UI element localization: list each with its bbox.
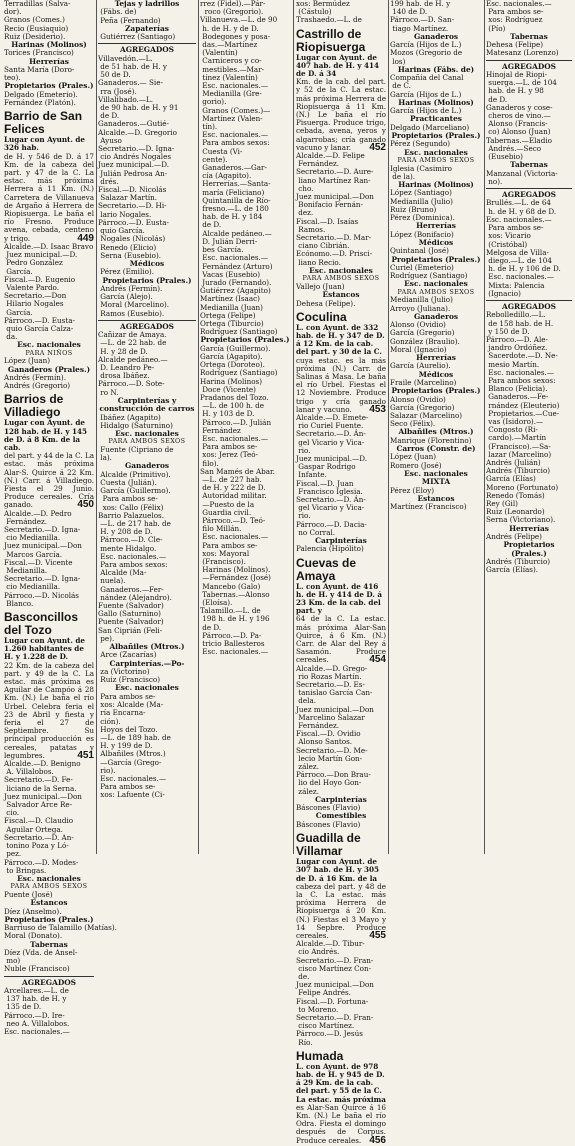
listing-text: García (Hijos de L.) Mozos (Gregorio de los) <box>390 40 463 66</box>
listing-text: García (Hijos de L.) <box>390 106 462 116</box>
listing-text: López (Juan) Romero (José) <box>390 452 442 470</box>
listing-text: Quintanal (José) <box>390 246 449 256</box>
category-heading: Propietarios (Prales.) <box>200 335 290 345</box>
category-heading: AGREGADOS <box>119 45 175 55</box>
listing-text: Hinojal de Riopi- suerga.—L. de 104 hab. de H. y 98 de D. Ganaderos y cose- cheros de vino.— Alonso (Francis- co) Alonso (Juan) Tabernas.—Eladio Andrés.—Seco (Eusebio) <box>486 70 557 162</box>
listing-text: Alcalde.—D. Pedro Fernández. Secretario.—D. Igna- cio Medianilla. Juez municipal.—Don Marcos García. Fiscal.—D. Vicente Medianilla. Secretario.—D. Igna- cio Medianilla. Párroco.—D. Nicolás Blanco. <box>4 508 82 608</box>
listing-text: Cañizar de Amaya. —L. de 22 hab. de H. y 28 de D. Alcalde pedáneo.— D. Leandro Pe- drosa Ibáñez. Párroco.—D. Sote- ro N. <box>98 330 168 397</box>
town-heading <box>4 611 94 662</box>
category-heading: Comestibles <box>315 811 367 821</box>
town-name: Barrios de Villadiego <box>4 392 64 420</box>
town-heading <box>296 1050 386 1104</box>
listing-text: López (Santiago) Medianilla (Julio) Ruiz (Bruno) Pérez (Dominica). <box>390 188 455 223</box>
category-heading: AGREGADOS <box>21 977 77 987</box>
listing-text: Fraile (Marcelino) <box>390 377 457 387</box>
town-description <box>296 78 386 152</box>
listing-text: Manrique (Florentino) <box>390 435 472 445</box>
category-heading: PARA AMBOS SEXOS <box>10 882 88 891</box>
listing-text: Para ambos se- xos: Callo (Félix) Barrio Palazuelos. —L. de 217 hab. de H. y 208 de D. Párroco.—D. Cle- mente Hidalgo. Esc. nacionales.— Para ambos sexos: Alcalde (Ma- nuela). Ganaderos.—Fer- nández (Alejandro). <box>98 494 172 602</box>
listing-text: Dehesa (Felipe) Matesanz (Lorenzo) <box>486 40 559 58</box>
category-heading: Médicos <box>418 369 454 379</box>
listing-text: López (Juan) <box>4 356 51 366</box>
town-description <box>296 357 386 414</box>
town-description <box>296 883 386 940</box>
category-heading: Albañiles (Mtros.) <box>109 642 185 652</box>
listing-text: Alcalde (Primitivo). Cuesta (Julián). García (Guillermo). <box>100 469 171 496</box>
listing-text: Alcalde.—D. Benigno A. Villalobos. Secretario.—D. Fe- liciano de la Serna. Juez municipal.—Don Salvador Arce Re- cio. Fiscal.—D. Claudio Aguilar Ortega. Secretario.—D. An- tonino Poza y Ló- pez. Párroco.—D. Modes- to Bringas. <box>4 759 82 875</box>
category-heading: Carros (Constr. de) <box>396 444 476 453</box>
section-rule <box>4 976 94 977</box>
listing-text: López (Bonifacio) <box>390 229 454 239</box>
category-heading: Harinas (Molinos) <box>398 180 474 190</box>
section-rule <box>98 320 196 321</box>
listing-text: Gutiérrez (Santiago) <box>98 32 176 42</box>
listing-text: Andrés (Tiburcio) García (Elías). <box>486 557 551 575</box>
listing-text: Delgado (Marceliano) <box>390 122 470 132</box>
entry-number: 450 <box>77 499 94 511</box>
listing-text: Alcalde.—D. Tibur- cio Andrés. Secretario.—D. Fran- cisco Martínez Con- de. Juez municipal.—Don Felipe Andrés. Fiscal.—D. Fortuna- to Moreno. Secretario.—D. Fran- cisco Martínez. Párroco.—D. Jesús Río. <box>296 939 374 1047</box>
town-summary: Lugar con Ayunt. de 407 hab. de H. y 414 de D. á 34 <box>296 52 379 79</box>
category-heading: Propietarios (Prales.) <box>102 275 192 285</box>
category-heading: Tabernas <box>510 160 548 170</box>
town-description <box>296 1104 386 1145</box>
listing-text: Villavedón.—L. de 51 hab. de H. y 50 de D. Ganaderos.— Sie- rra (José). Villalibado.—L. de 90 hab. de H. y 91 de D. Ganaderos.—Gutié- <box>98 53 179 129</box>
listing-text: Esc. nacionales.— Para ambos se- xos: Lafuente (Ci- <box>100 773 167 800</box>
listing-text: Medianilla (Julio) Arroyo (Juliana). <box>390 295 453 313</box>
category-heading: Propietarios (Prales.) <box>391 386 481 396</box>
column-1 <box>4 0 117 1036</box>
category-heading: Propietarios (Prales.) <box>4 81 94 91</box>
category-heading: Tabernas <box>30 939 68 949</box>
listing-text: Báscones (Flavio) <box>296 819 361 829</box>
listing-text: rrez (Fidel).—Pár- roco (Gregorio). Villanueva.—L. de 90 h. de H. y de D. Bodegones y posa- das.—Martínez (Valentín) Carniceros y co- mestibles.—Mar- tínez (Valentín) Esc. nacionales.— Medianilla (Gre- gorio). Granos (Comes.)— Martínez (Valen- tín). <box>200 0 278 132</box>
town-summary: Lugar con Ayunt. de 128 hab. de H. y 145 de D. á 8 Km. de la cab. <box>4 418 87 452</box>
column-2 <box>98 0 196 854</box>
town-summary: Lugar con Ayunt. de 1.260 habitantes de H. y 1.228 de D. <box>4 636 85 662</box>
listing-text: Andrés (Fermín). García (Alejo). Moral (Marcelino). Ramos (Eusebio). <box>100 283 170 318</box>
listing-text: Curiel (Emeterio) Rodríguez (Santiago) <box>390 262 468 281</box>
column-4 <box>296 0 386 1146</box>
category-heading: PARA AMBOS SEXOS <box>302 274 380 283</box>
listing-text: Pérez (Emilio). <box>98 267 154 277</box>
category-heading: Médicos <box>418 237 454 247</box>
category-heading: Harinas (Fábs. de) <box>397 64 475 74</box>
town-heading <box>296 311 386 357</box>
listing-text: Andrés (Fermín). Andrés (Gregorio) <box>4 372 71 391</box>
town-description <box>4 662 94 760</box>
description-text: Km. de la cab. del part. y 52 de la C. La estac. más próxima Herrera de Riopisuerga á 11 Km. (N.) Le baña el río Pisuerga. Produce trigo, cebada, avena, yeros y algarrobas; cría ganado vacuno y lanar. <box>296 77 386 152</box>
entry-number: 449 <box>77 232 94 244</box>
listing-text: Martínez (Francisco) <box>390 502 467 512</box>
description-text: 22 Km. de la cabeza del part. y 49 de la C. La estac. más próxima es Aguilar de Campóo á 28 Km. (N.) Le baña el río Urbel. Celebra feria el 23 de Abril y fiesta y feria el 27 de Septiembre. Su principal producción es cereales, patatas y legumbres. <box>4 660 94 760</box>
listing-text: Puente (José) <box>4 889 53 899</box>
column-divider <box>293 0 294 854</box>
town-name: Coculina <box>296 309 347 324</box>
listing-text: Ibáñez (Agapito) Hidalgo (Saturnino) <box>100 412 173 430</box>
listing-text: Para ambos se- xos: Alcalde (Ma- ría Encarna- ción). Hoyos del Tozo. —L. de 189 hab. de H. y 199 de D. Albañiles (Mtros.) —García (Grego- rio). <box>100 691 171 775</box>
listing-text: Esc. nacionales.— Para ambos sexos: Cuesta (Vi- cente). Ganaderos.—Gar- cía (Agapito). Herrerías.—Santa- maría (Feliciano) Quintanilla de Río- fresno.—L. de 180 hab. de H. y 184 de D. Alcalde pedáneo.— D. Julián Derri- bes García. Esc. nacionales.— Fernández (Arturo) Vacas (Eusebio) Jurado (Fernando). <box>202 130 273 287</box>
category-heading: Esc. nacionales <box>17 873 81 883</box>
category-heading: Zapaterías <box>125 23 169 33</box>
listing-text: García (Aurelio). <box>390 361 451 371</box>
listing-text: Alcalde.—D. Grego- rio Rozas Martín. Secretario.—D. Es- tanislao García Can- dela. Juez municipal.—Don Marcelino Salazar Fernández. Fiscal.—D. Ovidio Alonso Santos. Secretario.—D. Me- lecio Martín Gon- zález. Párroco.—Don Brau- lio del Hoyo Gon- zález. <box>296 663 374 796</box>
listing-text: Andrés (Felipe) <box>486 532 542 542</box>
listing-text: Iglesia (Casimiro de la). <box>390 163 453 181</box>
category-heading: Albañiles (Mtros.) <box>398 427 474 437</box>
category-heading: Harinas (Molinos) <box>398 97 474 107</box>
category-heading: MIXTA <box>421 477 451 487</box>
town-heading <box>296 557 386 616</box>
listing-text: Torices (Francisco) <box>4 48 74 58</box>
column-divider <box>96 0 97 854</box>
category-heading: Carpinterías <box>315 794 367 804</box>
section-rule <box>98 43 196 44</box>
listing-text: Nogales (Nicolás) Renedo (Elicio) Serna (Eusebio). <box>100 234 166 260</box>
town-name: Castrillo de Riopisuerga <box>296 26 366 54</box>
listing-text: za (Victorino) Ruiz (Francisco) <box>100 667 161 685</box>
listing-text: Fuente (Cipriano de la). <box>100 444 174 463</box>
listing-text: Rebolledillo.—L. de 158 hab. de H. y 150 de D. Párroco.—D. Ale- jandro Ordóñez. Sacerdote.—D. Ne- mesio Martín. Esc. nacionales.— Para ambos sexos: Blanco (Felicia). Ganaderos.—Fe- rnández (Eleuterio) Propietarios.—Cue- vas (Isidoro).— Congosto (Ri- cardo).—Martín (Francisco).—Sa- lazar (Marcelino) <box>486 310 560 459</box>
listing-text: Barriuso de Talamillo (Matías). Moral (Donato). <box>4 923 117 941</box>
category-heading: Esc. nacionales <box>404 147 468 157</box>
town-heading <box>296 28 386 79</box>
listing-text: Esc. nacionales.— Para ambos se- xos: Rodríguez (Pío) <box>486 0 552 33</box>
category-heading: Ganaderos (Prales.) <box>7 364 91 374</box>
town-summary: L. con Ayunt. de 416 h. de H. y 414 de D. á 23 Km. de la cab. del part. y <box>296 581 383 616</box>
category-heading: Propietarios (Prales.) <box>4 914 94 924</box>
category-heading: Carpinterías y <box>117 395 177 405</box>
town-description <box>296 615 386 664</box>
description-text: cuya estac. es la más próxima (N.) Carr. de Salinas á Masa. Le baña el río Urbel. Fiestas el 12 Noviembre. Produce trigo y cría ganado lanar y vacuno. <box>296 355 386 414</box>
listing-text: San Mamés de Abar. —L. de 227 hab. de H. y 222 de D. Autoridad militar. —Puesto de la Guardia civil. Párroco.—D. Teó- filo Millán. Esc. nacionales.— Para ambos se- xos: Mayoral (Francisco). Harinas (Molinos). —Fernández (José) Mancebo (Galo) Tabernas.—Alonso (Eloísa). Talamillo.—L. de 198 h. de H. y 196 de D. Párroco.—D. Pa- tricio Ballesteros Esc. nacionales.— <box>200 466 275 657</box>
column-divider <box>484 0 485 854</box>
listing-text: Vallejo (Juan) <box>296 281 345 291</box>
listing-text: Pérez (Segundo) <box>390 139 451 149</box>
listing-text: Pérez (Eloy) <box>390 485 435 495</box>
section-rule <box>486 188 572 189</box>
category-heading: PARA AMBOS SEXOS <box>397 287 475 296</box>
category-heading: Herrerías <box>416 221 456 231</box>
category-heading: Esc. nacionales <box>309 265 373 275</box>
entry-number: 454 <box>369 654 386 666</box>
section-rule <box>486 60 572 61</box>
category-heading: PARA AMBOS SEXOS <box>397 156 475 165</box>
listing-text: Díez (Vda. de Ansel- mo) Nuble (Francisco) <box>4 947 78 974</box>
town-summary: Lugar con Ayunt. de 307 hab. de H. y 305 de D. á 16 Km. de la <box>296 857 379 883</box>
column-5 <box>390 0 482 854</box>
category-heading: AGREGADOS <box>501 190 557 200</box>
category-heading: construcción de carros <box>99 404 195 414</box>
listing-text: Delgado (Emeterio). Fernández (Platón). <box>4 89 78 108</box>
listing-text: Alcalde.—D. Emete- rio Curiel Fuente. Secretario.—D. Án- gel Vicario y Vica- rio. Juez municipal.—D. Gaspar Rodrigo Infante. Fiscal.—D. Juan Francisco Iglesia. Secretario.—D. Án- gel Vicario y Vica- rio. Párroco.—D. Dacia- no Corral. <box>296 412 369 537</box>
section-rule <box>486 300 572 301</box>
town-name: Basconcillos del Tozo <box>4 610 79 638</box>
listing-text: Manzanal (Victoria- no). <box>486 168 558 186</box>
listing-text: Alonso (Ovidio) García (Gregorio) González (Braulio). Moral (Ignacio) <box>390 320 460 354</box>
town-heading <box>4 393 94 452</box>
listing-text: Alcalde.—D. Isaac Bravo Juez municipal.—D. Pedro González García. Fiscal.—D. Eugenio Valente Pardo. Secretario.—Don Hilario Nogales García. Párroco.—D. Eusta- quio García Calza- da. <box>4 241 94 342</box>
town-summary: Lugar con Ayunt. de 326 hab. <box>4 135 85 153</box>
town-heading <box>4 110 94 152</box>
listing-text: Arce (Zacarías) <box>98 650 157 660</box>
entry-number: 455 <box>369 929 386 941</box>
category-heading: Ganaderos <box>413 311 459 321</box>
category-heading: Propietarios (Prales.) <box>391 254 481 264</box>
category-heading: AGREGADOS <box>119 321 175 331</box>
category-heading: AGREGADOS <box>501 61 557 71</box>
listing-text: García (Guillermo). García (Agapito). Ortega (Doroteo). Rodríguez (Santiago) <box>200 343 278 378</box>
listing-text: Gutiérrez (Agapito) Martínez (Isaac) Medianilla (Juan) Ortega (Felipe) Ortega (Tiburcio) Rodríguez (Santiago) <box>200 286 278 337</box>
listing-text: Terradillas (Salva- dor). Granos (Comes.) Recio (Eusiaquio) Ruiz (Desiderio). <box>4 0 71 41</box>
town-name: Cuevas de Amaya <box>296 555 357 583</box>
listing-text: Harina (Molinos) Doce (Vicente) Pradanos del Tozo. —L. de 100 h. de H. y 103 de D. Párroco.—D. Julián Fernández Esc. nacionales.— Para ambos se- xos: Jerez (Teó- filo). <box>200 376 272 468</box>
listing-text: Báscones (Flavio) <box>296 803 361 813</box>
category-heading: Herrerías <box>29 56 69 66</box>
town-name: Humada <box>296 1048 344 1063</box>
listing-text: Palencia (Hipólito) <box>296 544 364 554</box>
listing-text: (Fábs. de) Peña (Fernando) <box>100 7 161 25</box>
description-text: es Alar-San Quirce á 16 Km. (N.) Le baña el río Odra. Fiesta el domingo después de Corpus. Produce cereales. <box>296 1102 386 1145</box>
category-heading: Esc. nacionales <box>404 279 468 289</box>
category-heading: Estancos <box>30 898 68 908</box>
category-heading: PARA AMBOS SEXOS <box>108 437 186 446</box>
description-text: cabeza del part. y 48 de la C. La estac. más próxima Herrera de Riopisuerga á 20 Km. (N.) Fiestas el 3 Mayo y 14 Sepbre. Produce cereales. <box>296 881 386 940</box>
listing-text: Dehesa (Felipe). <box>296 298 356 308</box>
category-heading: Propietarios (Prales.) <box>391 131 481 141</box>
category-heading: Tejas y ladrillos <box>114 0 180 8</box>
category-heading: Propietarios (Prales.) <box>503 540 555 558</box>
entry-number: 451 <box>77 749 94 761</box>
column-divider <box>388 0 389 854</box>
category-heading: Esc. nacionales <box>404 468 468 478</box>
category-heading: Carpinterías <box>315 535 367 545</box>
listing-text: Alcalde.—D. Felipe Fernández. Secretario.—D. Aure- liano Martínez Ran- cho. Juez municipal.—Don Bonifacio Fernán- dez. Fiscal.—D. Isaías Ramos. Secretario.—D. Mar- ciano Cibrián. Ecónomo.—D. Prisci- liano Recio. <box>296 151 374 267</box>
entry-number: 453 <box>369 403 386 415</box>
category-heading: Tabernas <box>510 31 548 41</box>
category-heading: Médicos <box>129 258 165 268</box>
listing-text: xos: Bermúdez (Cástulo) Trashaedo.—L. de <box>296 0 362 25</box>
listing-text: Fuente (Salvador) Gallo (Saturnino) Puente (Salvador) San Ciprián (Feli- pe). <box>98 601 164 643</box>
description-text: del part. y 44 de la C. La estac. más próxima Alar-S. Quirce á 22 Km. (N.) Carr. á Villadiego. Fiesta el 29 Junio. Produce cereales. Cría ganado. <box>4 451 94 510</box>
listing-text: 199 hab. de H. y 140 de D. Párroco.—D. San- tiago Martínez. <box>390 0 455 33</box>
description-text: de H. y 546 de D. á 17 Km. de la cabeza del part. y 47 de la C. La estac. más próxima Herrera á 11 Km. (N.) Carretera de Villanueva de Argaño á Herrera de Riopisuerga. Le baña el río Fresno. Produce avena, cebada, centeno y trigo. <box>4 151 94 243</box>
listing-text: Díez (Anselmo). <box>4 906 62 916</box>
entry-number: 452 <box>369 141 386 153</box>
town-name: Guadilla de Villamar <box>296 831 361 859</box>
category-heading: Ganaderos <box>124 461 170 471</box>
category-heading: AGREGADOS <box>501 301 557 311</box>
category-heading: Ganaderos <box>413 31 459 41</box>
category-heading: Estancos <box>417 493 455 503</box>
category-heading: Esc. nacionales <box>115 683 179 693</box>
description-text: 64 de la C. La estac. más próxima Alar-San Quirce, á 6 Km. (N.) Carr. de Alar del Rey á Sasamón. Produce cereales. <box>296 614 386 665</box>
town-heading <box>296 832 386 883</box>
town-description <box>4 452 94 509</box>
town-name: Barrio de San Felices <box>4 109 83 137</box>
listing-text: Arcellares.—L. de 137 hab. de H. y 135 de D. Párroco.—D. Ire- neo A. Villalobos. Esc. nacionales.— <box>4 985 70 1036</box>
listing-text: Alonso (Ovidio) García (Gregorio) Salazar (Marcelino) Seco (Félix). <box>390 394 463 429</box>
listing-text: Brullés.—L. de 64 h. de H. y 68 de D. Esc. nacionales.— Para ambos se- xos: Vicario (Cristóbal) Melgosa de Villa- diego.—L. de 104 h. de H. y 106 de D. Esc. nacionales.— Mixta: Palencia (Ignacio) <box>486 198 561 298</box>
town-summary: L. con Ayunt. de 332 hab. de H. y 347 de D. á 12 Km. de la cab. del part. y 30 de la C. <box>296 322 385 357</box>
category-heading: Harinas (Molinos) <box>11 40 87 50</box>
category-heading: PARA NIÑOS <box>25 348 73 357</box>
town-description <box>4 153 94 243</box>
category-heading: Esc. nacionales <box>115 428 179 438</box>
category-heading: Carpinterías.—Po- <box>109 658 185 668</box>
listing-text: Santa María (Doro- teo). <box>4 65 75 83</box>
column-6 <box>486 0 572 854</box>
town-summary: L. con Ayunt. de 978 hab. de H. y 945 de D. á 29 Km. de la cab. del part. y 55 de la C. La estac. más próxima <box>296 1061 386 1104</box>
column-divider <box>198 0 199 854</box>
column-3 <box>200 0 290 854</box>
category-heading: Herrerías <box>416 352 456 362</box>
category-heading: Esc. nacionales <box>17 340 81 350</box>
listing-text: Andrés (Julián) Andrés (Tiburcio) García (Elías) Moreno (Fortunato) Renedo (Tomás) Rey (Gil) Ruiz (Leonardo) Serna (Victoriano). <box>486 457 559 525</box>
category-heading: Herrerías <box>509 523 549 533</box>
category-heading: Practicantes <box>410 114 462 124</box>
entry-number: 456 <box>369 1134 386 1146</box>
category-heading: Estancos <box>322 290 360 300</box>
listing-text: Alcalde.—D. Gregorio Ayuso Secretario.—D. Igna- cio Andrés Nogales Juez municipal.—D. Julián Pedrosa An- drés. Fiscal.—D. Nicolás Salazar Martín. Secretario.—D. Hi- lario Nogales. Párroco.—D. Eusta- quio García. <box>98 127 177 236</box>
listing-text: Compañía del Canal de C. García (Hijos de L.) <box>390 73 464 99</box>
